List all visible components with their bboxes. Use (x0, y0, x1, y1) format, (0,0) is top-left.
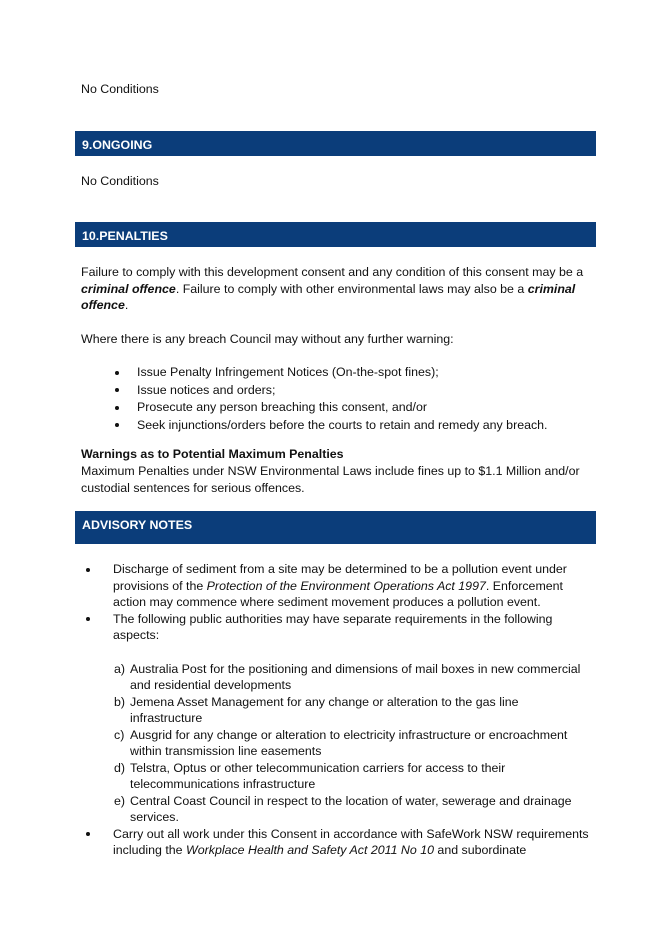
penalties-heading: 10.PENALTIES (75, 222, 596, 247)
bullet-icon (115, 406, 119, 410)
bullet-icon (86, 617, 90, 621)
act-title: Protection of the Environment Operations Act 1997 (206, 578, 486, 593)
list-item: b) Jemena Asset Management for any change or alteration to the gas line infrastructure (114, 694, 519, 725)
authorities-list (82, 661, 592, 826)
bullet-icon (86, 832, 90, 836)
list-item: e) Central Coast Council in respect to the location of water, sewerage and drainage services. (114, 793, 572, 824)
list-item: Discharge of sediment from a site may be determined to be a pollution event under provisions of the Protection of the Environment Operations Act 1997. Enforcement action may commence where sediment movement produces a pollution event. (82, 561, 592, 611)
advisory-heading: ADVISORY NOTES (75, 511, 596, 544)
list-item: d) Telstra, Optus or other telecommunication carriers for access to their telecommunications infrastructure (114, 760, 506, 791)
criminal-offence-emphasis: criminal offence (81, 281, 176, 296)
list-item: Seek injunctions/orders before the courts to retain and remedy any breach. (81, 417, 596, 434)
breach-intro: Where there is any breach Council may without any further warning: (81, 332, 454, 346)
list-item: The following public authorities may have separate requirements in the following aspects: (82, 611, 592, 644)
penalty-actions-list (81, 364, 596, 434)
ongoing-heading: 9.ONGOING (75, 131, 596, 156)
ongoing-body: No Conditions (81, 174, 159, 188)
criminal-offence-emphasis: criminal offence (81, 281, 576, 312)
list-item: c) Ausgrid for any change or alteration to electricity infrastructure or encroachment within transmission line easements (114, 727, 568, 758)
list-item: Issue notices and orders; (81, 382, 596, 399)
list-item: Issue Penalty Infringement Notices (On-the-spot fines); (81, 364, 596, 381)
bullet-icon (86, 568, 90, 572)
list-item: Carry out all work under this Consent in accordance with SafeWork NSW requirements including the Workplace Health and Safety Act 2011 No 10 and subordinate (82, 826, 592, 859)
warnings-body: Maximum Penalties under NSW Environmental Laws include fines up to $1.1 Million and/or custodial sentences for serious offences. (81, 464, 580, 495)
list-item: a) Australia Post for the positioning and dimensions of mail boxes in new commercial and residential developments (114, 661, 581, 692)
act-title: Workplace Health and Safety Act 2011 No 10 (186, 843, 434, 857)
list-item: Prosecute any person breaching this consent, and/or (81, 399, 596, 416)
bullet-icon (115, 388, 119, 392)
bullet-icon (115, 423, 119, 427)
no-conditions-text: No Conditions (81, 82, 159, 96)
warnings-title: Warnings as to Potential Maximum Penalties (81, 447, 344, 461)
penalties-paragraph: Failure to comply with this development consent and any condition of this consent may be a criminal offence. Failure to comply with other environmental laws may also be a criminal offence. (81, 265, 584, 312)
advisory-notes-list (82, 561, 592, 859)
bullet-icon (115, 371, 119, 375)
